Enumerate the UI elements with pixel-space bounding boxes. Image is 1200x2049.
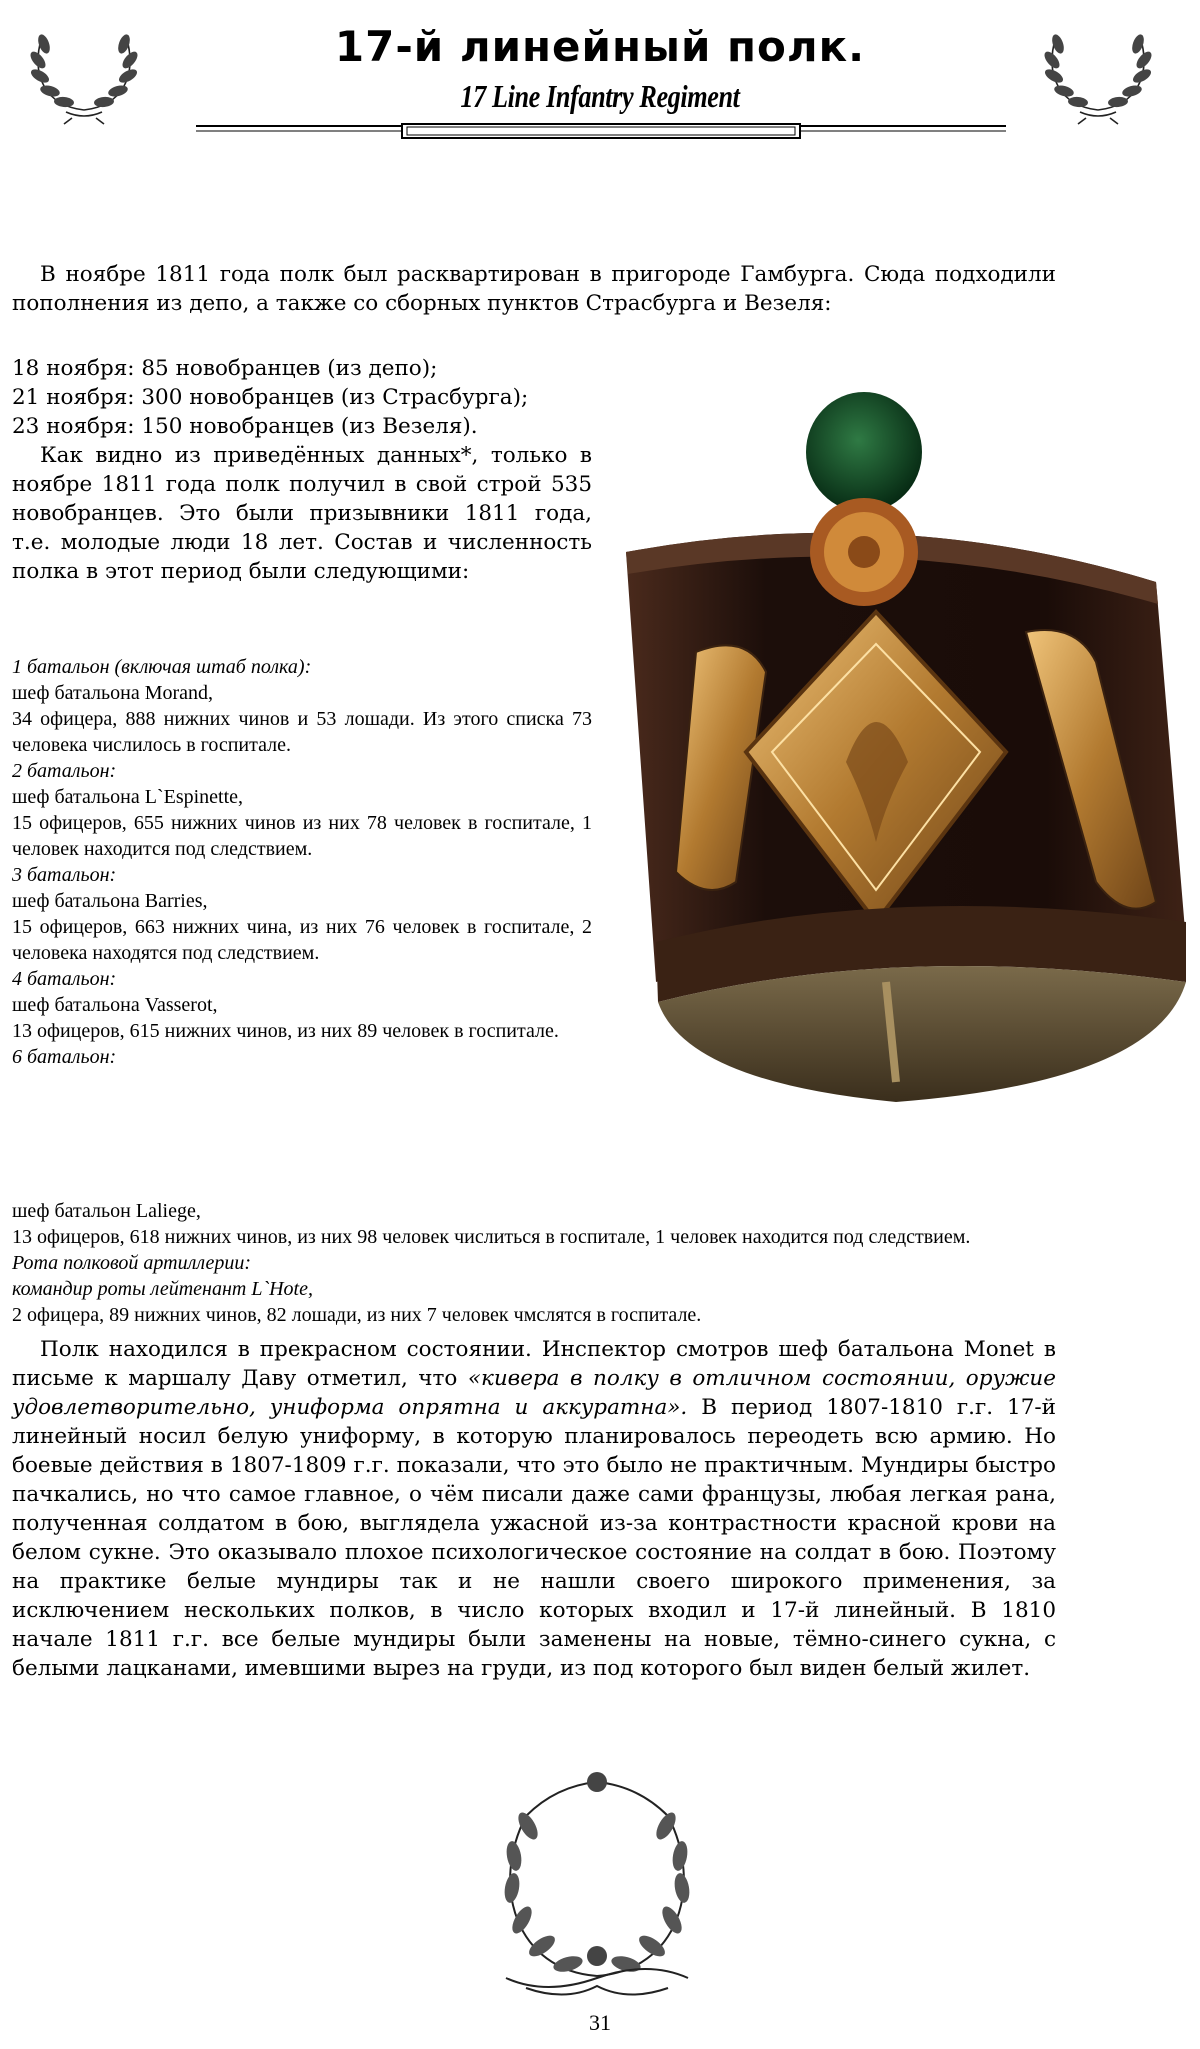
laurel-wreath-icon [16, 14, 152, 126]
battalion-heading: 3 батальон: [12, 864, 117, 886]
laurel-wreath-icon [1030, 14, 1166, 126]
composition-paragraph: Как видно из приведённых данных*, только в ноябре 1811 года полк получил в свой строй 535 новобранцев. Это были призывники 1811 года, т.е. молодые люди 18 лет. Состав и численность полка в этот период были следующими: [12, 443, 592, 584]
battalion-heading: 2 батальон: [12, 760, 117, 782]
battalion-6-block [12, 1198, 1056, 1328]
page-header [0, 0, 1200, 150]
battalion-chef: шеф батальона Barries, [12, 890, 208, 912]
battalion-details: 34 офицера, 888 нижних чинов и 53 лошади. Из этого списка 73 человека числилось в госпитале. [12, 708, 592, 756]
inspector-quote: «кивера в полку в отличном состоянии, оружие удовлетворительно, униформа опрятна и аккуратна». [12, 1366, 1056, 1420]
closing-part1: Полк находился в прекрасном состоянии. Инспектор смотров шеф батальона Monet в письме к маршалу Даву отметил, что [12, 1337, 1056, 1391]
battalions-block [12, 654, 592, 1070]
closing-part2: В период 1807-1810 г.г. 17-й линейный носил белую униформу, в которую планировалось переодеть всю армию. Но боевые действия в 1807-1809 г.г. показали, что это было не практичным. Мундиры быстро пачкались, но что самое главное, о чём писали даже сами французы, любая легкая рана, полученная солдатом в бою, выглядела ужасной из-за контрастности красной крови на белом сукне. Это оказывало плохое психологическое состояние на солдат в бою. Поэтому на практике белые мундиры так и не нашли своего широкого применения, за исключением нескольких полков, в число которых входил и 17-й линейный. В 1810 начале 1811 г.г. все белые мундиры были заменены на новые, тёмно-синего сукна, с белыми лацканами, имевшими вырез на груди, из под которого был виден белый жилет. [12, 1395, 1056, 1681]
closing-paragraph [12, 1335, 1056, 1683]
battalion-heading: 1 батальон (включая штаб полка): [12, 656, 312, 678]
shako-figure [596, 382, 1200, 1136]
shako-illustration-icon [596, 382, 1200, 1136]
page-subtitle: 17 Line Infantry Regiment [460, 78, 740, 114]
battalion-chef: шеф батальон Laliege, [12, 1200, 201, 1222]
battalion-chef: шеф батальона Vasserot, [12, 994, 218, 1016]
arrival-item: 23 ноября: 150 новобранцев (из Везеля). [12, 414, 478, 439]
artillery-commander: командир роты лейтенант L`Hote, [12, 1278, 313, 1300]
arrivals-block [12, 354, 592, 586]
arrival-item: 18 ноября: 85 новобранцев (из депо); [12, 356, 438, 381]
artillery-details: 2 офицера, 89 нижних чинов, 82 лошади, из них 7 человек чмслятся в госпитале. [12, 1304, 702, 1326]
intro-text: В ноябре 1811 года полк был расквартирован в пригороде Гамбурга. Сюда подходили пополнения из депо, а также со сборных пунктов Страсбурга и Везеля: [12, 262, 1056, 316]
battalion-details: 15 офицеров, 655 нижних чинов из них 78 человек в госпитале, 1 человек находится под следствием. [12, 812, 592, 860]
battalion-details: 15 офицеров, 663 нижних чина, из них 76 человек в госпитале, 2 человека находятся под следствием. [12, 916, 592, 964]
intro-paragraph [12, 260, 1056, 318]
arrival-item: 21 ноября: 300 новобранцев (из Страсбурга); [12, 385, 529, 410]
closing-text [12, 1335, 1056, 1683]
artillery-heading: Рота полковой артиллерии: [12, 1252, 252, 1274]
laurel-wreath-icon [466, 1756, 728, 2006]
battalion-chef: шеф батальона Morand, [12, 682, 214, 704]
battalion-heading: 4 батальон: [12, 968, 117, 990]
battalion-details: 13 офицеров, 618 нижних чинов, из них 98 человек числиться в госпитале, 1 человек находится под следствием. [12, 1226, 971, 1248]
battalion-chef: шеф батальона L`Espinette, [12, 786, 244, 808]
page-number: 31 [589, 2010, 611, 2035]
header-rule [196, 118, 1006, 142]
page-title: 17-й линейный полк. [334, 22, 866, 71]
battalion-details: 13 офицеров, 615 нижних чинов, из них 89 человек в госпитале. [12, 1020, 559, 1042]
battalion-heading: 6 батальон: [12, 1046, 117, 1068]
